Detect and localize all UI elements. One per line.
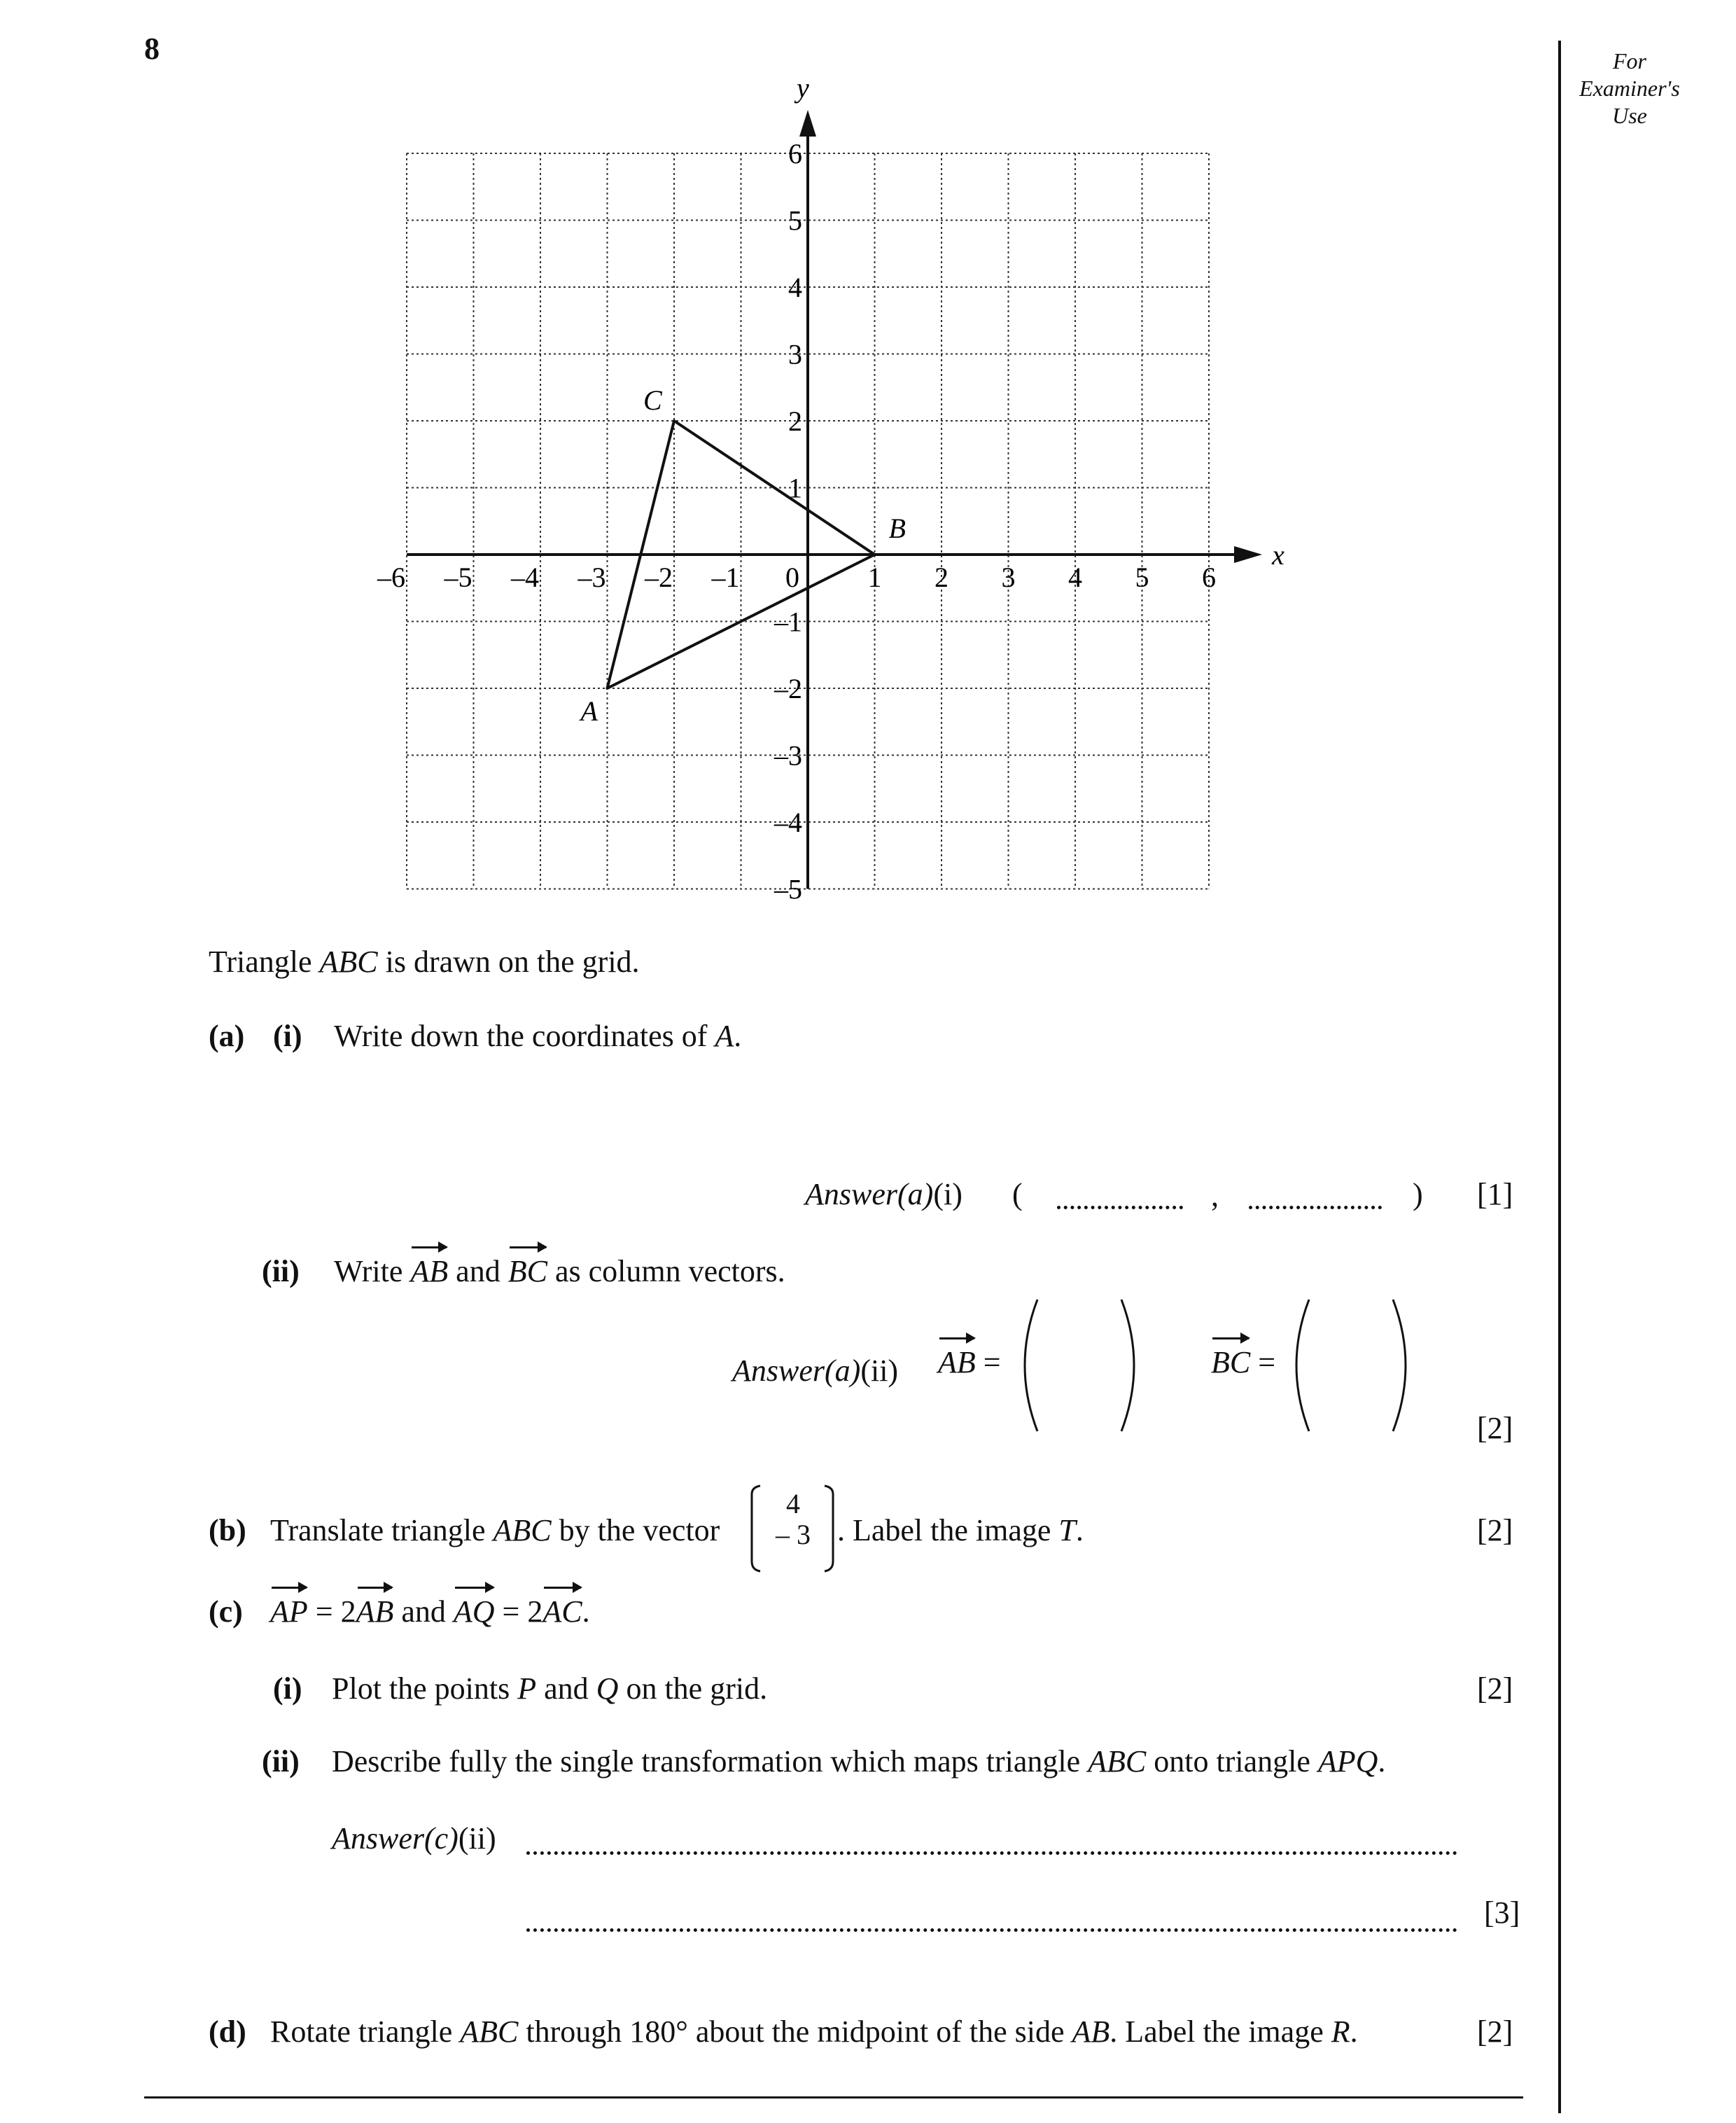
part-a-i-question: Write down the coordinates of A.	[334, 1019, 742, 1053]
examiner-note-line: Use	[1612, 103, 1647, 128]
y-tick-label: –3	[774, 739, 802, 772]
x-tick-label: –2	[645, 562, 673, 593]
part-c-ii-label: (ii)	[262, 1744, 300, 1779]
answer-a-i-open-paren: (	[1012, 1177, 1023, 1211]
vertex-label-c: C	[643, 384, 662, 416]
answer-c-ii-line-1[interactable]	[526, 1851, 1457, 1855]
answer-a-i-x-field[interactable]	[1057, 1206, 1183, 1209]
y-axis-arrow	[799, 110, 816, 137]
y-tick-label: 3	[788, 338, 802, 370]
x-tick-label: –1	[711, 562, 740, 593]
marks-c-ii: [3]	[1484, 1895, 1520, 1930]
translation-vector-top: 4	[786, 1488, 800, 1519]
marks-b: [2]	[1477, 1513, 1513, 1547]
x-tick-label: –4	[511, 562, 539, 593]
answer-ab-brackets[interactable]	[1016, 1295, 1156, 1435]
y-axis-label: y	[797, 72, 809, 104]
part-a-label: (a)	[209, 1019, 245, 1053]
x-tick-label: 6	[1202, 562, 1216, 593]
part-c-i-question: Plot the points P and Q on the grid.	[332, 1671, 768, 1706]
vertex-label-b: B	[888, 513, 906, 544]
x-tick-label: –5	[444, 562, 472, 593]
x-tick-label: –6	[377, 562, 405, 593]
coordinate-grid	[0, 0, 1736, 931]
answer-c-ii-label: Answer(c)(ii)	[332, 1821, 496, 1856]
marks-c-i: [2]	[1477, 1671, 1513, 1706]
answer-a-i-y-field[interactable]	[1249, 1206, 1382, 1209]
y-tick-label: 4	[788, 272, 802, 303]
x-axis-label: x	[1272, 539, 1284, 571]
answer-a-i-close-paren: )	[1413, 1177, 1423, 1211]
x-tick-label: 1	[867, 562, 882, 593]
part-c-label: (c)	[209, 1594, 243, 1629]
answer-bc-vector: BC =	[1211, 1337, 1275, 1380]
part-b-label: (b)	[209, 1513, 246, 1547]
part-a-i-label: (i)	[273, 1019, 302, 1053]
x-tick-label: 4	[1068, 562, 1082, 593]
intro-text: Triangle ABC is drawn on the grid.	[209, 945, 640, 979]
y-tick-label: 6	[788, 138, 802, 169]
answer-a-ii-label: Answer(a)(ii)	[732, 1353, 899, 1388]
x-tick-label: 0	[785, 562, 799, 593]
marks-a-i: [1]	[1477, 1177, 1513, 1211]
page-number: 8	[144, 32, 160, 66]
part-c-statement: AP = 2AB and AQ = 2AC.	[270, 1587, 590, 1629]
vector-bc: BC	[508, 1246, 547, 1289]
answer-a-i-comma: ,	[1211, 1178, 1219, 1213]
y-tick-label: 1	[788, 472, 802, 504]
x-axis-arrow	[1234, 546, 1262, 563]
examiner-note-line: For	[1613, 48, 1646, 74]
examiner-note-line: Examiner's	[1579, 76, 1680, 101]
part-b-question-end: . Label the image T.	[837, 1513, 1084, 1547]
translation-vector-bottom: – 3	[776, 1519, 811, 1550]
part-c-ii-question: Describe fully the single transformation which maps triangle ABC onto triangle APQ.	[332, 1744, 1386, 1779]
y-tick-label: –2	[774, 673, 802, 704]
translation-vector	[763, 1489, 823, 1550]
answer-ab-vector: AB =	[938, 1337, 1001, 1380]
y-tick-label: 2	[788, 405, 802, 437]
y-tick-label: –5	[774, 873, 802, 905]
x-tick-label: 5	[1135, 562, 1149, 593]
y-tick-label: –1	[774, 606, 802, 638]
part-d-label: (d)	[209, 2014, 246, 2049]
x-tick-label: 2	[934, 562, 948, 593]
vector-ab: AB	[410, 1246, 448, 1289]
answer-a-i-label: Answer(a)(i)	[805, 1177, 962, 1211]
marks-d: [2]	[1477, 2014, 1513, 2049]
part-a-ii-label: (ii)	[262, 1254, 300, 1288]
part-a-ii-question: Write AB and BC as column vectors.	[334, 1246, 785, 1289]
bottom-rule	[144, 2096, 1523, 2098]
marks-a-ii: [2]	[1477, 1411, 1513, 1445]
answer-bc-brackets[interactable]	[1288, 1295, 1428, 1435]
y-tick-label: –4	[774, 807, 802, 838]
vertex-label-a: A	[580, 695, 598, 727]
part-c-i-label: (i)	[273, 1671, 302, 1706]
answer-c-ii-line-2[interactable]	[526, 1928, 1457, 1932]
part-b-question: Translate triangle ABC by the vector	[270, 1513, 720, 1547]
y-tick-label: 5	[788, 204, 802, 237]
x-tick-label: –3	[578, 562, 606, 593]
part-d-question: Rotate triangle ABC through 180° about the midpoint of the side AB. Label the image R.	[270, 2014, 1358, 2049]
x-tick-label: 3	[1001, 562, 1016, 593]
